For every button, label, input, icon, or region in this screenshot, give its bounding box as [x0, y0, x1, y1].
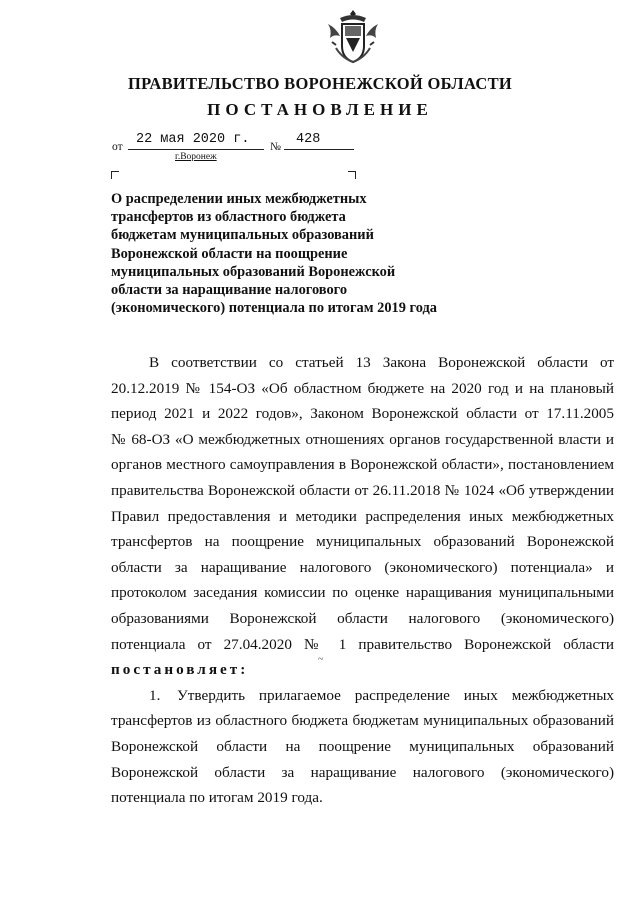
body-line: правительства Воронежской области от 26.11.2018 № 1024 «Об утверждении — [111, 481, 614, 499]
body-line: образованиями Воронежской области налогового (экономического) — [111, 609, 614, 627]
subject-line: (экономического) потенциала по итогам 2019 года — [111, 300, 437, 317]
point-1-first-line — [111, 683, 614, 709]
subject-line: бюджетам муниципальных образований — [111, 227, 374, 244]
body-line: области за наращивание налогового (экономического) потенциала» и — [111, 558, 614, 576]
subject-line: муниципальных образований Воронежской — [111, 263, 396, 280]
document-date: 22 мая 2020 г. — [136, 132, 250, 147]
document-body — [111, 350, 614, 811]
point-1-number: 1. — [149, 686, 161, 704]
subject-line: Воронежской области на поощрение — [111, 245, 348, 262]
body-line: 20.12.2019 № 154-ОЗ «Об областном бюджете на 2020 год и на плановый — [111, 379, 614, 397]
body-line: протоколом заседания комиссии по оценке наращивания муниципальными — [111, 584, 614, 602]
body-line: Воронежской области за наращивание налогового (экономического) — [111, 763, 614, 781]
subject-line: трансфертов из областного бюджета — [111, 209, 346, 226]
date-underline — [128, 149, 264, 150]
subject-line: области за наращивание налогового — [111, 282, 348, 299]
margin-mark: ~ — [318, 654, 324, 665]
body-line: период 2021 и 2022 годов», Законом Воронежской области от 17.11.2005 — [111, 405, 614, 423]
body-line: Воронежской области на поощрение муниципальных образований — [111, 737, 614, 755]
number-prefix: № — [270, 141, 281, 153]
document-type: ПОСТАНОВЛЕНИЕ — [207, 100, 433, 119]
body-line: № 68-ОЗ «О межбюджетных отношениях органов государственной власти и — [111, 430, 614, 448]
date-prefix: от — [112, 141, 123, 153]
body-line: трансфертов на поощрение муниципальных образований Воронежской — [111, 533, 614, 551]
body-line: Правил предоставления и методики распределения иных межбюджетных — [111, 507, 614, 525]
government-title: ПРАВИТЕЛЬСТВО ВОРОНЕЖСКОЙ ОБЛАСТИ — [127, 74, 513, 93]
document-subject — [111, 190, 471, 317]
body-line: В соответствии со статьей 13 Закона Воронежской области от — [149, 354, 614, 371]
decree-word: постановляет: — [111, 661, 249, 679]
body-line: трансфертов из областного бюджета бюджетам муниципальных образований — [111, 712, 614, 730]
body-line: потенциала от 27.04.2020 № 1 правительство Воронежской области — [111, 635, 614, 653]
subject-line: О распределении иных межбюджетных — [111, 191, 367, 207]
document-city: г.Воронеж — [175, 152, 217, 162]
subject-corner-left — [111, 171, 119, 179]
document-number: 428 — [296, 132, 321, 147]
body-line: органов местного самоуправления в Воронежской области», постановлением — [111, 456, 614, 474]
body-line: потенциала по итогам 2019 года. — [111, 789, 323, 807]
subject-corner-right — [348, 171, 356, 179]
voronezh-coat-of-arms-icon — [326, 8, 380, 66]
document-meta — [0, 130, 640, 170]
body-line: Утвердить прилагаемое распределение иных межбюджетных — [177, 686, 614, 704]
number-underline — [284, 149, 354, 150]
